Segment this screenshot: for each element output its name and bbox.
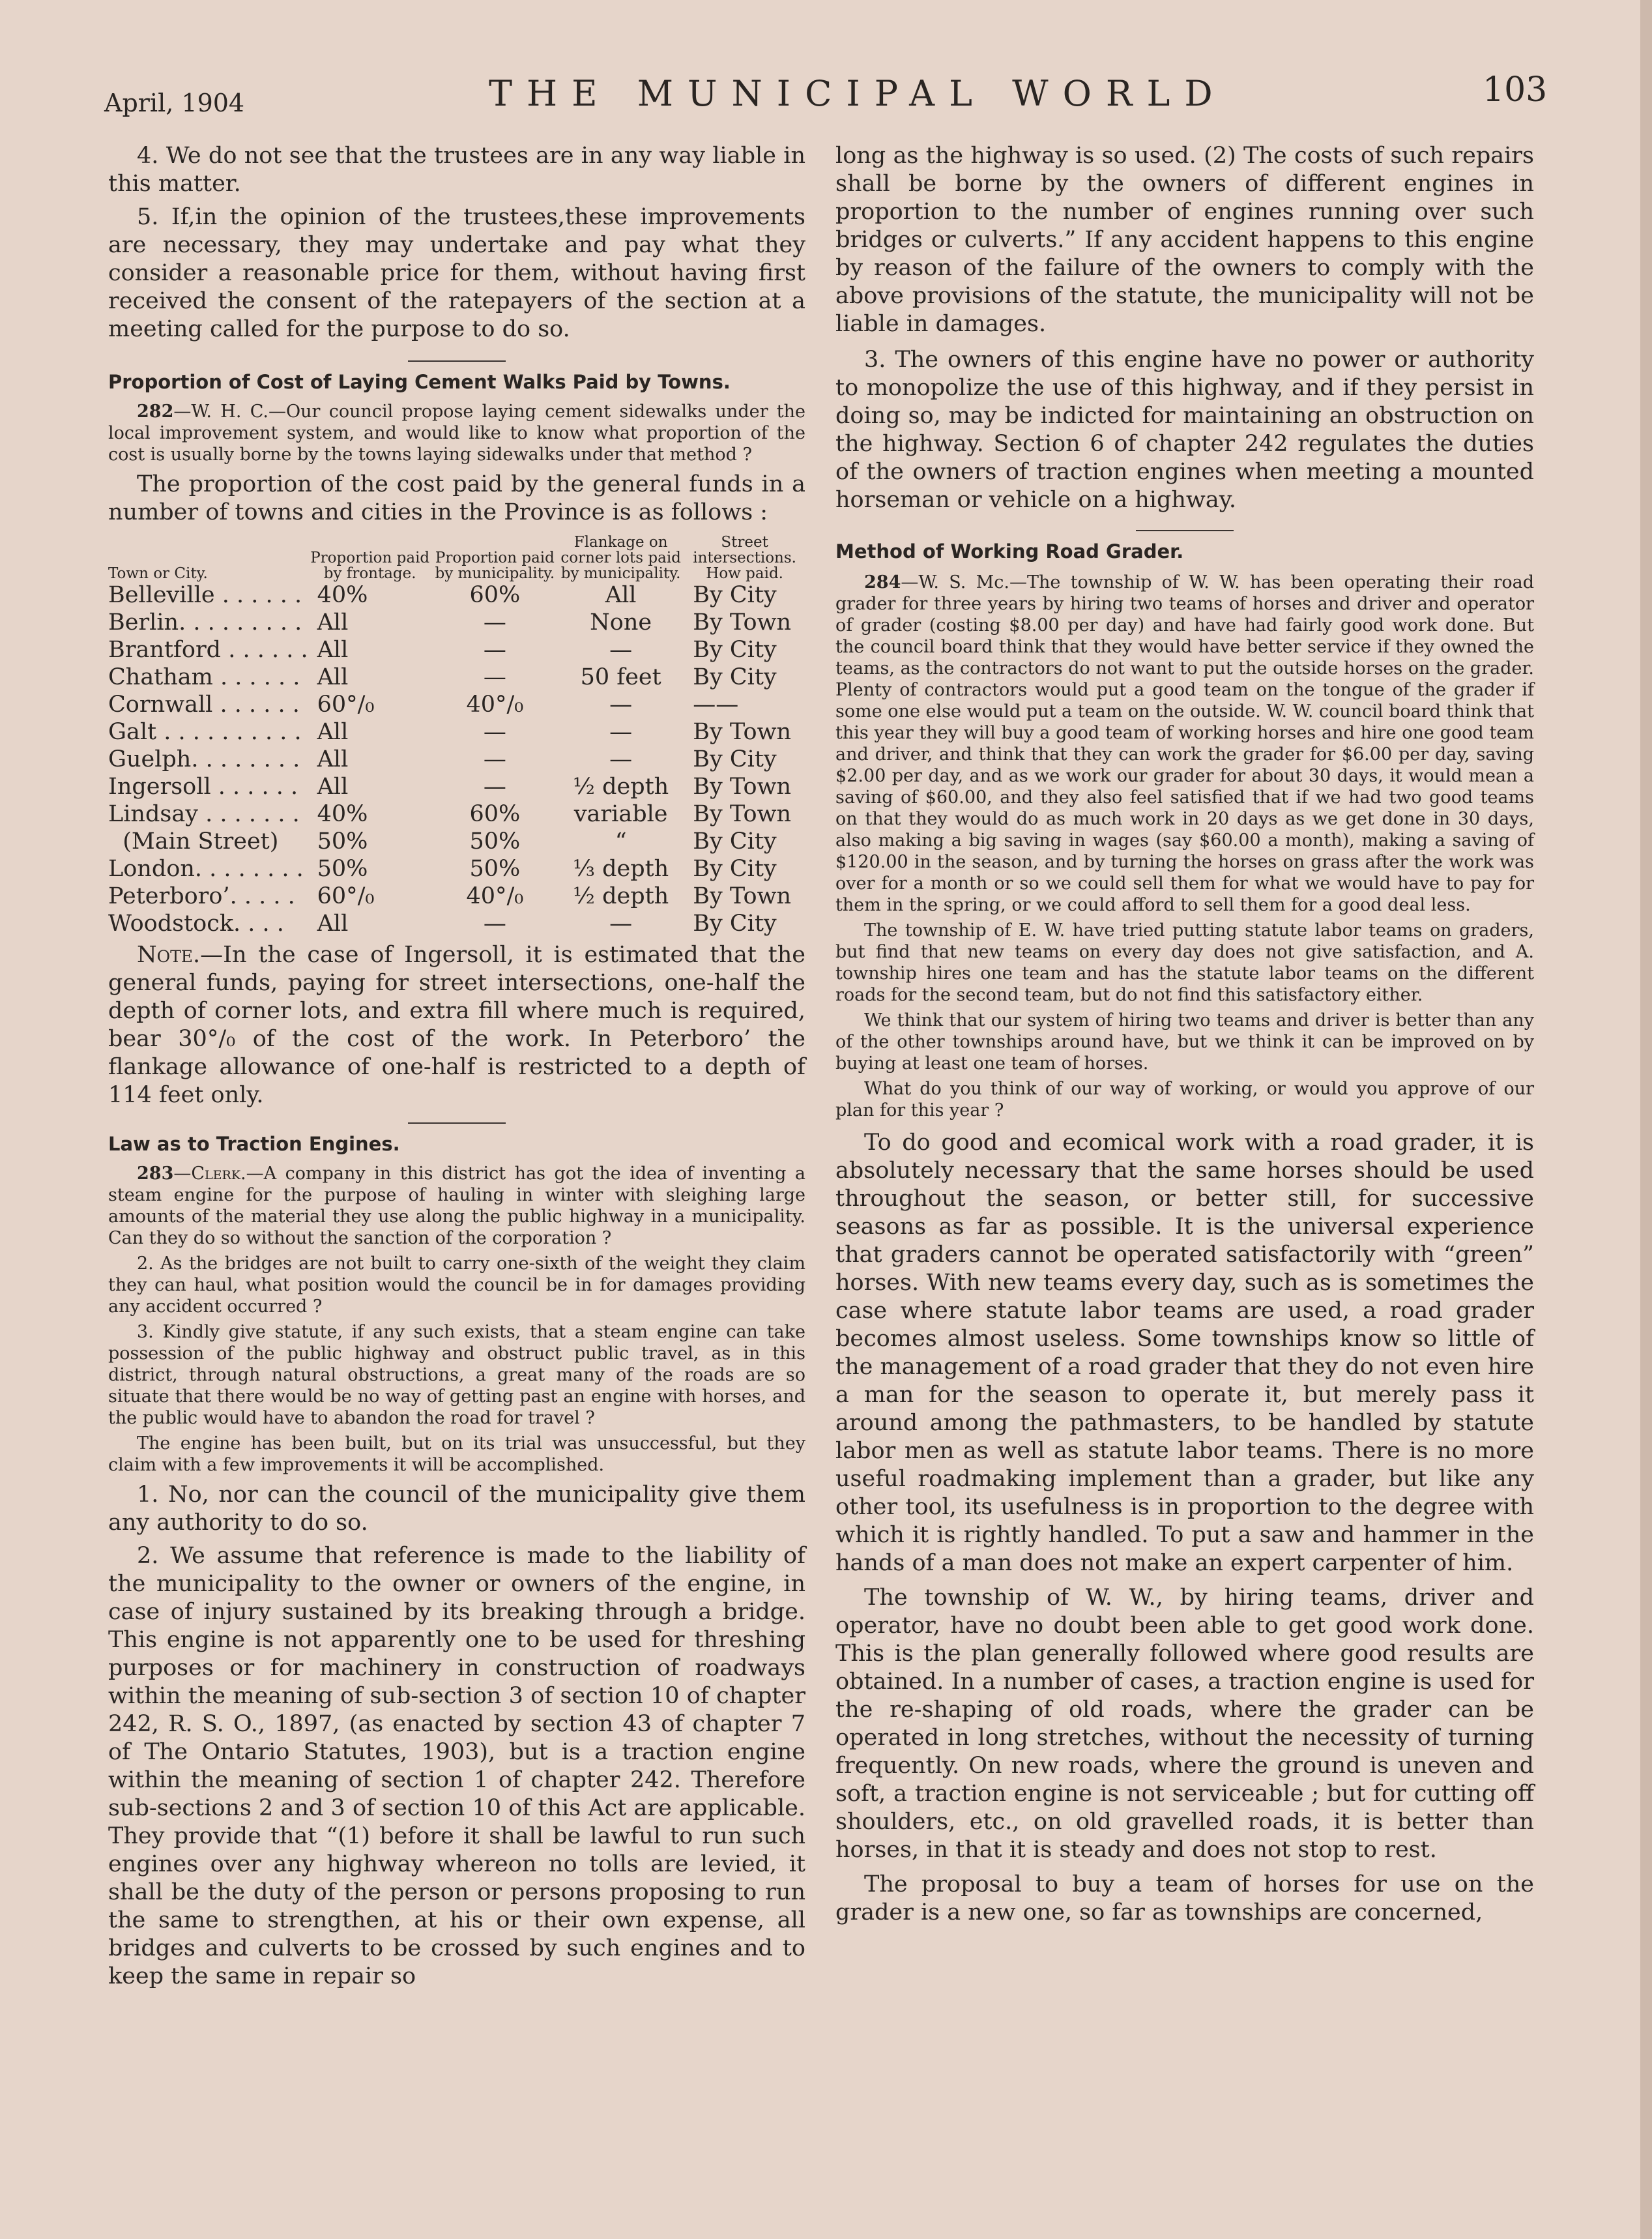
table-cell: All [317, 609, 349, 636]
question-number: 282 [137, 402, 174, 422]
table-cell: 60°/₀ [317, 883, 375, 909]
table-cell: 50% [317, 828, 368, 855]
table-cell: — [483, 911, 506, 937]
table-cell: 40% [317, 582, 368, 608]
table-cell: — [609, 911, 633, 937]
table-cell: —— [693, 692, 739, 718]
table-cell: Cornwall . . . . . . [108, 692, 300, 718]
question-text: 3. Kindly give statute, if any such exists, that a steam engine can take possession of the public highway and obstruct public travel, as in this district, through natural obstructions, a great many of the roads are so situate that there would be no way of getting past an engine with horses, and the public would have to abandon the road for travel ? [108, 1322, 805, 1428]
table-cell: 60°/₀ [317, 692, 375, 718]
column-header: Flankage on corner lots paid by municipality. [560, 534, 681, 582]
page-edge [1640, 0, 1652, 2239]
table-cell: All [605, 582, 637, 608]
table-row [108, 800, 805, 828]
table-cell: — [483, 774, 506, 800]
answer-paragraph: The township of W. W., by hiring teams, driver and operator, have no doubt been able to get good work done. This is the plan generally followed where good results are obtained. In a number of cases, a traction engine is used for the re-shaping of old roads, where the grader can be operated in long stretches, without the necessity of turning frequently. On new roads, where the ground is uneven and soft, a traction engine is not serviceable ; but for cutting off shoulders, etc., on old gravelled roads, it is better than horses, in that it is steady and does not stop to rest. [835, 1585, 1534, 1863]
answer-paragraph: The proposal to buy a team of horses for use on the grader is a new one, so far as townships are concerned, [835, 1871, 1534, 1925]
column-header: Proportion paid by municipality. [435, 549, 555, 582]
table-row [108, 609, 805, 636]
table-cell: By City [693, 856, 777, 882]
table-cell: Chatham . . . . . . [108, 664, 300, 690]
section-heading: Proportion of Cost of Laying Cement Walks Paid by Towns. [108, 371, 731, 393]
note-body: —In the case of Ingersoll, it is estimated that the general funds, paying for street intersections, one-half the depth of corner lots, and extra fill where much is required, bear 30°/₀ of the cost of the work. In Peterboro’ the flankage allowance of one-half is restricted to a depth of 114 feet only. [108, 942, 805, 1108]
table-cell: 50% [317, 856, 368, 882]
question-text [835, 572, 1534, 916]
table-cell: 40°/₀ [466, 692, 524, 718]
issue-date: April, 1904 [104, 89, 245, 117]
table-cell: 60% [469, 801, 521, 827]
table-cell: Galt . . . . . . . . . . [108, 719, 302, 745]
answer-paragraph: 1. No, nor can the council of the municipality give them any authority to do so. [108, 1482, 805, 1536]
table-cell: — [609, 637, 633, 663]
table-cell: By Town [693, 883, 792, 909]
question-text [108, 1163, 805, 1249]
table-cell: Woodstock. . . . [108, 911, 284, 937]
table-cell: Belleville . . . . . . [108, 582, 302, 608]
table-cell: Lindsay . . . . . . . [108, 801, 300, 827]
table-cell: None [590, 609, 652, 636]
table-cell: “ [615, 828, 627, 855]
table-cell: — [483, 719, 506, 745]
table-cell: 40% [317, 801, 368, 827]
question-text: We think that our system of hiring two teams and driver is better than any of the other townships around have, but we think it can be improved on by buying at least one team of horses. [835, 1010, 1534, 1074]
table-cell: All [317, 637, 349, 663]
table-cell: Peterboro’. . . . . [108, 883, 295, 909]
question-number: 284 [864, 572, 901, 593]
table-row [108, 718, 805, 746]
table-cell: ½ depth [573, 883, 669, 909]
section-heading: Law as to Traction Engines. [108, 1133, 400, 1155]
table-row [108, 746, 805, 773]
column-header: Proportion paid by frontage. [310, 549, 430, 582]
paragraph: long as the highway is so used. (2) The costs of such repairs shall be borne by the owners of different engines in proportion to the number of engines running over such bridges or culverts.” If any accident happens to this engine by reason of the failure of the owners to comply with the above provisions of the statute, the municipality will not be liable in damages. [835, 143, 1534, 337]
question-text [108, 401, 805, 465]
table-cell: All [317, 774, 349, 800]
page-header [104, 70, 1548, 123]
table-cell: variable [573, 801, 668, 827]
table-cell: 50 feet [580, 664, 661, 690]
answer-paragraph: 2. We assume that reference is made to the liability of the municipality to the owner or owners of the engine, in case of injury sustained by its breaking through a bridge. This engine is not apparently one to be used for threshing purposes or for machinery in construction of roadways within the meaning of sub-section 3 of section 10 of chapter 242, R. S. O., 1897, (as enacted by section 43 of chapter 7 of The Ontario Statutes, 1903), but is a traction engine within the meaning of section 1 of chapter 242. Therefore sub-sections 2 and 3 of section 10 of this Act are applicable. They provide that “(1) before it shall be lawful to run such engines over any highway whereon no tolls are levied, it shall be the duty of the person or persons proposing to run the same to strengthen, at his or their own expense, all bridges and culverts to be crossed by such engines and to keep the same in repair so [108, 1543, 805, 1989]
table-cell: All [317, 911, 349, 937]
column-header: Street intersections. How paid. [693, 534, 796, 582]
table-cell: 50% [469, 856, 521, 882]
table-cell: ⅓ depth [573, 856, 669, 882]
section-divider [408, 1122, 506, 1124]
table-cell: 40°/₀ [466, 883, 524, 909]
section-divider [1136, 530, 1234, 531]
table-cell: London. . . . . . . . [108, 856, 304, 882]
table-row [108, 581, 805, 609]
answer-paragraph: The proportion of the cost paid by the general funds in a number of towns and cities in the Province is as follows : [108, 471, 805, 525]
table-cell: By City [693, 828, 777, 855]
paragraph: 5. If,in the opinion of the trustees,these improvements are necessary, they may undertake and pay what they consider a reasonable price for them, without having first received the consent of the ratepayers of the section at a meeting called for the purpose to do so. [108, 204, 805, 342]
question-sender: —Clerk. [173, 1163, 246, 1184]
table-cell: By Town [693, 774, 792, 800]
table-row [108, 691, 805, 718]
question-text: The township of E. W. have tried putting statute labor teams on graders, but find that new teams on every day does not give satisfaction, and A. township hires one team and has the statute labor teams on the different roads for the second team, but do not find this satisfactory either. [835, 920, 1534, 1005]
section-divider [408, 360, 506, 362]
table-row [108, 883, 805, 910]
section-heading: Method of Working Road Grader. [835, 540, 1184, 563]
table-cell: — [609, 746, 633, 772]
table-cell: Ingersoll . . . . . . [108, 774, 298, 800]
table-cell: Berlin. . . . . . . . . [108, 609, 302, 636]
right-column [835, 142, 1534, 1927]
note-paragraph [108, 941, 805, 1109]
proportion-table [108, 534, 805, 937]
table-cell: (Main Street) [108, 828, 279, 855]
table-cell: By Town [693, 719, 792, 745]
question-body: —W. S. Mc.—The township of W. W. has been operating their road grader for three years by hiring two teams of horses and driver and operator of grader (costing $8.00 per day) and have had fairly good work done. But the council board think that they would have better service if they owned the teams, as the contractors do not want to put the outside horses on the grader. Plenty of contractors would put a good team on the tongue of the grader if some one else would put a team on the outside. W. W. council board think that this year they will buy a good team of working horses and hire one good team and driver, and think that they can work the grader for $6.00 per day, saving $2.00 per day, and as we work our grader for about 30 days, it would mean a saving of $60.00, and they also feel satisfied that if we had two good teams on that they would do as much work in 20 days as we get done in 30 days, also making a big saving in wages (say $60.00 a month), making a saving of $120.00 in the season, and by turning the horses on grass after the work was over for a month or so we could sell them for what we would have to pay for them in the spring, or we could afford to sell them for a good deal less. [835, 572, 1534, 915]
table-row [108, 773, 805, 800]
page-number: 103 [1483, 70, 1548, 110]
question-body: —A company in this district has got the idea of inventing a steam engine for the purpose of hauling in winter with sleighing large amounts of the material they use along the public highway in a municipality. Can they do so without the sanction of the corporation ? [108, 1163, 805, 1248]
table-cell: By City [693, 664, 777, 690]
table-cell: 60% [469, 582, 521, 608]
table-cell: Brantford . . . . . . [108, 637, 308, 663]
table-cell: — [609, 692, 633, 718]
table-cell: All [317, 746, 349, 772]
table-cell: All [317, 719, 349, 745]
table-cell: By City [693, 746, 777, 772]
table-cell: By City [693, 637, 777, 663]
table-row [108, 828, 805, 855]
paragraph: 3. The owners of this engine have no power or authority to monopolize the use of this highway, and if they persist in doing so, may be indicted for maintaining an obstruction on the highway. Section 6 of chapter 242 regulates the duties of the owners of traction engines when meeting a mounted horseman or vehicle on a highway. [835, 347, 1534, 513]
table-row [108, 910, 805, 937]
table-cell: ½ depth [573, 774, 669, 800]
table-cell: Guelph. . . . . . . . [108, 746, 300, 772]
table-cell: — [609, 719, 633, 745]
question-number: 283 [137, 1163, 174, 1184]
table-cell: By Town [693, 609, 792, 636]
question-text: 2. As the bridges are not built to carry one-sixth of the weight they claim they can haul, what position would the council be in for damages providing any accident occurred ? [108, 1253, 805, 1317]
table-row [108, 636, 805, 664]
masthead: THE MUNICIPAL WORLD [489, 73, 1227, 114]
question-body: —W. H. C.—Our council propose laying cement sidewalks under the local improvement system, and would like to know what proportion of the cost is usually borne by the towns laying sidewalks under that method ? [108, 402, 805, 465]
left-column [108, 142, 805, 1991]
table-cell: All [317, 664, 349, 690]
question-text: What do you think of our way of working, or would you approve of our plan for this year ? [835, 1079, 1534, 1120]
table-header-row [108, 534, 805, 581]
answer-paragraph: To do good and ecomical work with a road grader, it is absolutely necessary that the same horses should be used throughout the season, or better still, for successive seasons as far as possible. It is the universal experience that graders cannot be operated satisfactorily with “green” horses. With new teams every day, such as is sometimes the case where statute labor teams are used, a road grader becomes almost useless. Some townships know so little of the management of a road grader that they do not even hire a man for the season to operate it, but merely pass it around among the pathmasters, to be handled by statute labor men as well as statute labor teams. There is no more useful roadmaking implement than a grader, but like any other tool, its usefulness is in proportion to the degree with which it is rightly handled. To put a saw and hammer in the hands of a man does not make an expert carpenter of him. [835, 1130, 1534, 1576]
table-cell: — [483, 746, 506, 772]
table-cell: 50% [469, 828, 521, 855]
table-row [108, 664, 805, 691]
note-label: Note. [137, 942, 201, 968]
table-cell: By City [693, 582, 777, 608]
paragraph: 4. We do not see that the trustees are in any way liable in this matter. [108, 143, 805, 197]
table-cell: — [483, 609, 506, 636]
table-cell: By City [693, 911, 777, 937]
column-header: Town or City. [108, 565, 208, 582]
table-row [108, 855, 805, 883]
table-cell: — [483, 664, 506, 690]
table-cell: — [483, 637, 506, 663]
table-cell: By Town [693, 801, 792, 827]
question-text: The engine has been built, but on its trial was unsuccessful, but they claim with a few improvements it will be accomplished. [108, 1433, 805, 1475]
